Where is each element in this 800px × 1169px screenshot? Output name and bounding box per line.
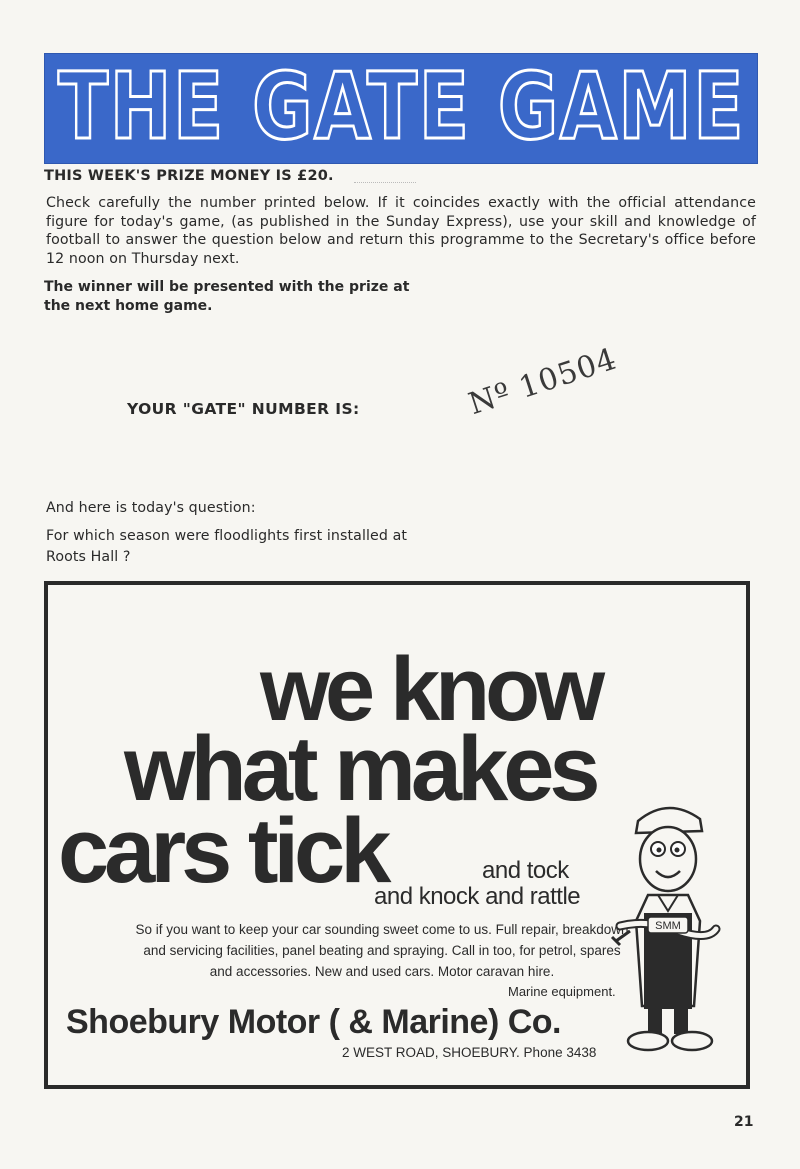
prize-money: THIS WEEK'S PRIZE MONEY IS £20.: [44, 168, 334, 184]
ad-headline-1: we know: [260, 640, 601, 740]
question-intro: And here is today's question:: [46, 500, 256, 516]
ad-address: 2 WEST ROAD, SHOEBURY. Phone 3438: [342, 1045, 597, 1060]
page-number: 21: [734, 1114, 754, 1130]
mechanic-mascot-illustration: [608, 791, 728, 1061]
ad-company-name: Shoebury Motor ( & Marine) Co.: [66, 1003, 561, 1041]
ad-subline-1: and tock: [482, 857, 569, 884]
gate-number-stamp: Nº 10504: [464, 341, 622, 423]
title-banner: [44, 53, 758, 164]
instructions-paragraph: Check carefully the number printed below. If it coincides exactly with the official attendance figure for today's game, (as published in the Sunday Express), use your skill and knowledge of football to answer the question below and return this programme to the Secretary's office before 12 noon on Thursday next.: [46, 195, 756, 267]
divider: [354, 182, 416, 183]
gate-number-label: YOUR "GATE" NUMBER IS:: [127, 400, 360, 418]
ad-headline-3: cars tick: [58, 800, 387, 902]
mascot-badge: SMM: [655, 920, 681, 932]
winner-notice: The winner will be presented with the prize at the next home game.: [44, 279, 410, 314]
question-text: For which season were floodlights first installed at Roots Hall ?: [46, 528, 408, 565]
ad-body-copy: So if you want to keep your car sounding sweet come to us. Full repair, breakdown and servicing facilities, panel beating and spraying. Call in too, for petrol, spares and accessories. New and used cars. Motor caravan hire.: [135, 922, 629, 979]
page-title: THE GATE GAME: [58, 53, 746, 160]
ad-marine-equipment: Marine equipment.: [508, 984, 616, 999]
ad-headline-2: what makes: [124, 718, 596, 820]
ad-subline-2: and knock and rattle: [374, 883, 581, 910]
advertisement: [44, 581, 750, 1089]
